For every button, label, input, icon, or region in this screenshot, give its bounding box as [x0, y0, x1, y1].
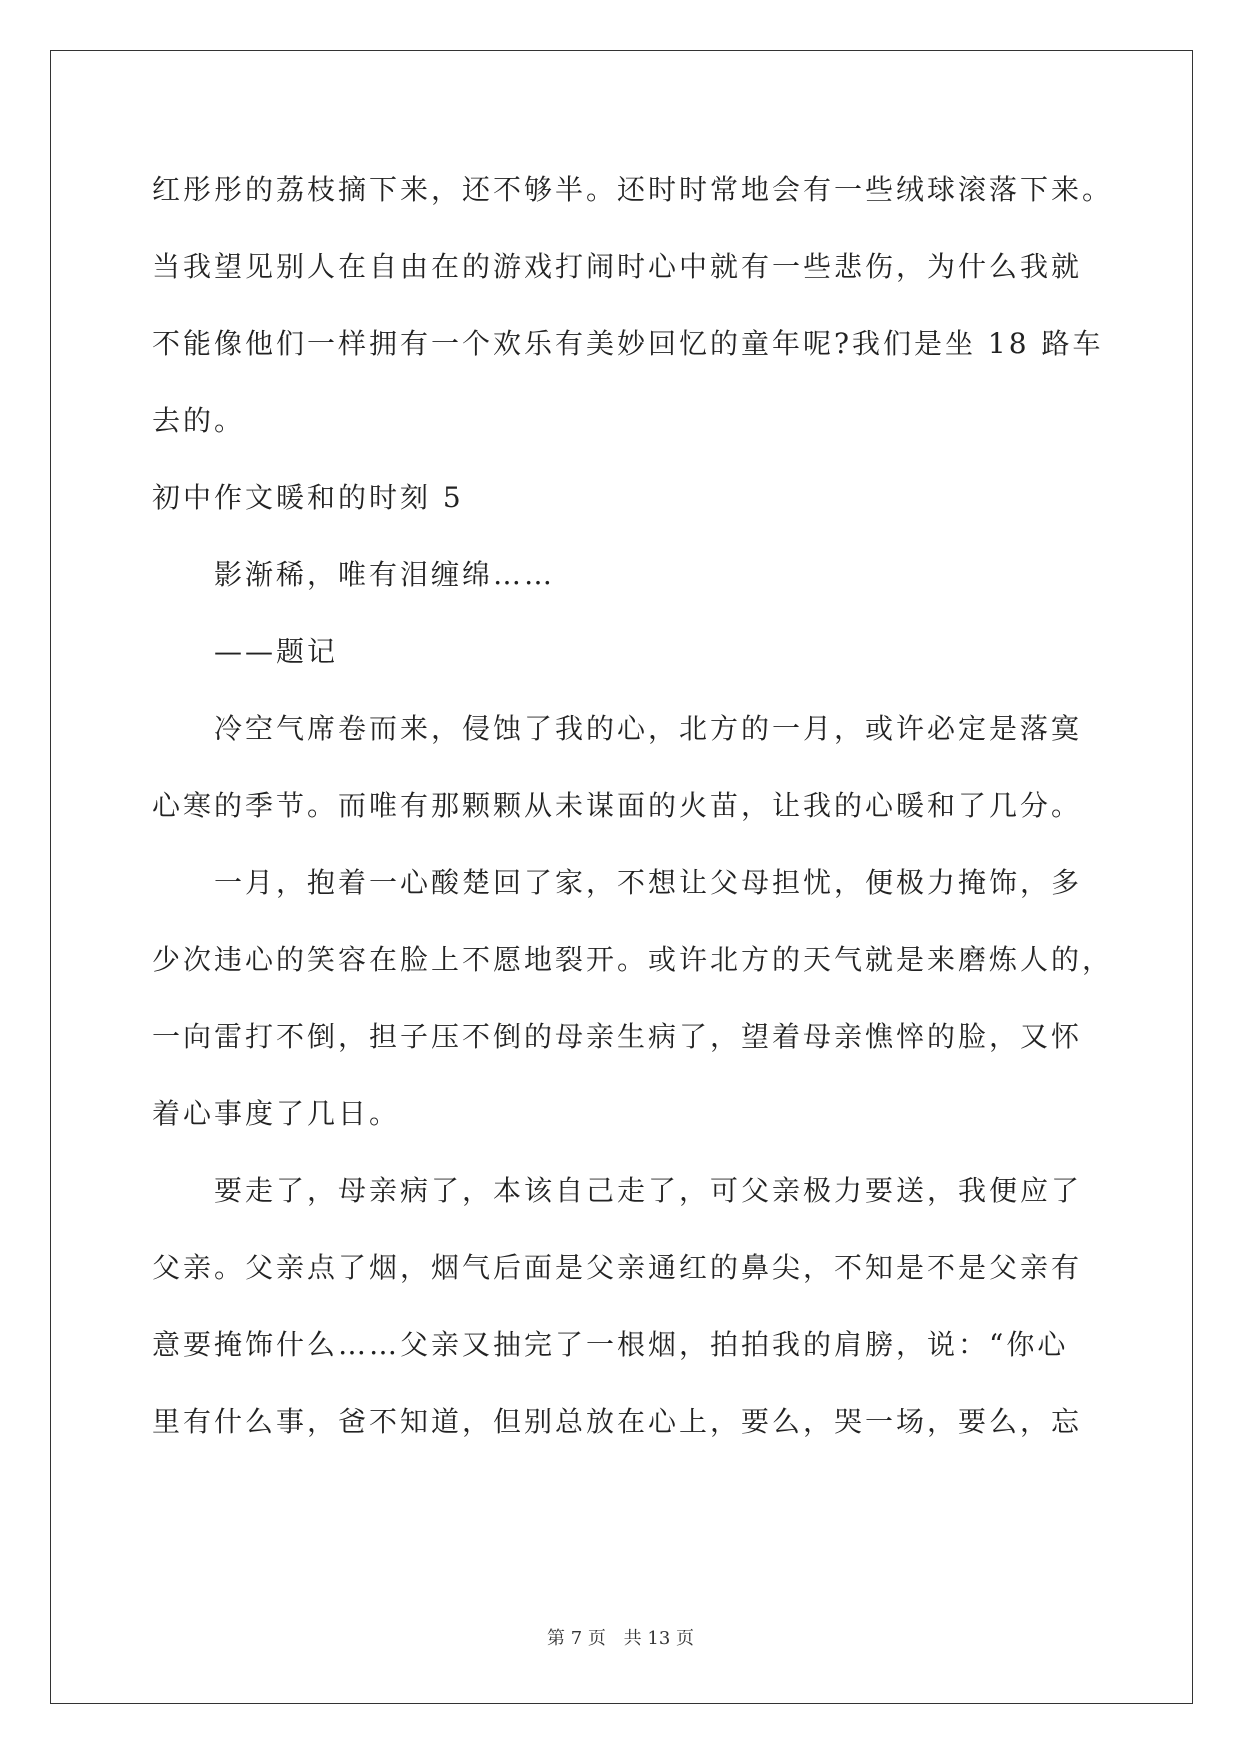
body-text-line: 父亲。父亲点了烟，烟气后面是父亲通红的鼻尖，不知是不是父亲有: [152, 1251, 1083, 1284]
body-text-line: 着心事度了几日。: [152, 1097, 401, 1130]
epigraph-line: 影渐稀，唯有泪缠绵……: [214, 558, 556, 591]
body-text-line: 要走了，母亲病了，本该自己走了，可父亲极力要送，我便应了: [214, 1174, 1083, 1207]
body-text-line: 一向雷打不倒，担子压不倒的母亲生病了，望着母亲憔悴的脸，又怀: [152, 1020, 1083, 1053]
body-text-line: 一月，抱着一心酸楚回了家，不想让父母担忧，便极力掩饰，多: [214, 866, 1083, 899]
body-text-line: 心寒的季节。而唯有那颗颗从未谋面的火苗，让我的心暖和了几分。: [152, 789, 1083, 822]
page-footer: [0, 1627, 1241, 1651]
section-heading: 初中作文暖和的时刻 5: [152, 481, 464, 514]
epigraph-attribution: ——题记: [214, 635, 339, 668]
page-number: 第 7 页: [547, 1628, 606, 1649]
body-text-line: 去的。: [152, 404, 246, 437]
body-text-line: 里有什么事，爸不知道，但别总放在心上，要么，哭一场，要么，忘: [152, 1405, 1083, 1438]
body-text-line: 冷空气席卷而来，侵蚀了我的心，北方的一月，或许必定是落寞: [214, 712, 1083, 745]
body-text-line: 红彤彤的荔枝摘下来，还不够半。还时时常地会有一些绒球滚落下来。: [152, 173, 1114, 206]
body-text-line: 当我望见别人在自由在的游戏打闹时心中就有一些悲伤，为什么我就: [152, 250, 1083, 283]
body-text-line: 意要掩饰什么……父亲又抽完了一根烟，拍拍我的肩膀，说：“你心: [152, 1328, 1069, 1361]
page-total: 共 13 页: [623, 1628, 694, 1649]
body-text-line: 少次违心的笑容在脸上不愿地裂开。或许北方的天气就是来磨炼人的，: [152, 943, 1114, 976]
body-text-line: 不能像他们一样拥有一个欢乐有美妙回忆的童年呢?我们是坐 18 路车: [152, 327, 1104, 360]
